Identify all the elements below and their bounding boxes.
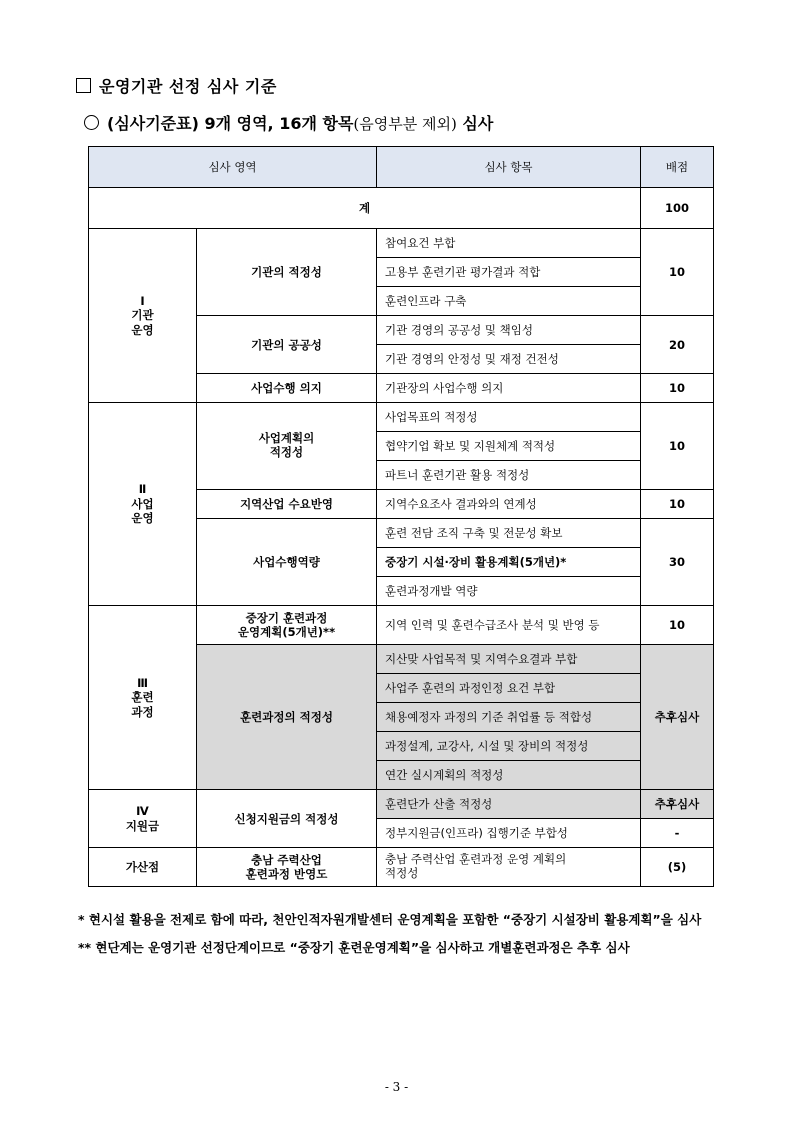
item-cell: 지산맞 사업목적 및 지역수요결과 부합 — [377, 645, 641, 674]
score-cell: 20 — [641, 316, 714, 374]
item-cell: 협약기업 확보 및 지원체계 적적성 — [377, 432, 641, 461]
subarea-cell: 훈련과정의 적정성 — [197, 645, 377, 790]
subarea-cell: 지역산업 수요반영 — [197, 490, 377, 519]
total-score: 100 — [641, 188, 714, 229]
sub-heading-note: (음영부분 제외) — [353, 115, 457, 133]
header-area: 심사 영역 — [89, 147, 377, 188]
item-cell: 기관 경영의 공공성 및 책임성 — [377, 316, 641, 345]
score-cell: (5) — [641, 848, 714, 887]
score-cell: 10 — [641, 490, 714, 519]
area-cell: Ⅱ 사업 운영 — [89, 403, 197, 606]
area-cell: Ⅰ 기관 운영 — [89, 229, 197, 403]
subarea-cell: 신청지원금의 적정성 — [197, 790, 377, 848]
header-row — [89, 147, 714, 188]
table-row — [89, 790, 714, 819]
table-row — [89, 229, 714, 258]
score-cell: 10 — [641, 229, 714, 316]
item-cell: 연간 실시계획의 적정성 — [377, 761, 641, 790]
area-cell: 가산점 — [89, 848, 197, 887]
subarea-cell: 중장기 훈련과정 운영계획(5개년)** — [197, 606, 377, 645]
table-row — [89, 848, 714, 887]
circle-bullet-icon — [84, 115, 99, 130]
item-cell: 충남 주력산업 훈련과정 운영 계획의 적정성 — [377, 848, 641, 887]
score-cell: 30 — [641, 519, 714, 606]
footnote-1: * 현시설 활용을 전제로 함에 따라, 천안인적자원개발센터 운영계획을 포함한 “중장기 시설장비 활용계획”을 심사 — [78, 912, 702, 927]
item-cell: 훈련단가 산출 적정성 — [377, 790, 641, 819]
item-cell: 정부지원금(인프라) 집행기준 부합성 — [377, 819, 641, 848]
footnote-2: ** 현단계는 운영기관 선정단계이므로 “중장기 훈련운영계획”을 심사하고 개별훈련과정은 추후 심사 — [78, 940, 630, 955]
checkbox-square-icon — [76, 78, 91, 93]
area-cell: Ⅲ 훈련 과정 — [89, 606, 197, 790]
subarea-cell: 기관의 공공성 — [197, 316, 377, 374]
score-cell: 10 — [641, 374, 714, 403]
item-cell: 훈련 전담 조직 구축 및 전문성 확보 — [377, 519, 641, 548]
item-cell: 기관 경영의 안정성 및 재정 건전성 — [377, 345, 641, 374]
item-cell: 파트너 훈련기관 활용 적정성 — [377, 461, 641, 490]
total-label: 계 — [89, 188, 641, 229]
subarea-cell: 사업수행 의지 — [197, 374, 377, 403]
item-cell: 채용예정자 과정의 기준 취업률 등 적합성 — [377, 703, 641, 732]
item-cell: 기관장의 사업수행 의지 — [377, 374, 641, 403]
subarea-cell: 사업계획의 적정성 — [197, 403, 377, 490]
subarea-cell: 기관의 적정성 — [197, 229, 377, 316]
subarea-cell: 충남 주력산업 훈련과정 반영도 — [197, 848, 377, 887]
subarea-cell: 사업수행역량 — [197, 519, 377, 606]
score-cell: 10 — [641, 606, 714, 645]
table-row — [89, 403, 714, 432]
page-number: - 3 - — [384, 1080, 409, 1094]
item-cell: 지역 인력 및 훈련수급조사 분석 및 반영 등 — [377, 606, 641, 645]
score-cell: 추후심사 — [641, 790, 714, 819]
item-cell: 고용부 훈련기관 평가결과 적합 — [377, 258, 641, 287]
item-cell: 사업목표의 적정성 — [377, 403, 641, 432]
score-cell: - — [641, 819, 714, 848]
area-cell: Ⅳ 지원금 — [89, 790, 197, 848]
header-item: 심사 항목 — [377, 147, 641, 188]
header-score: 배점 — [641, 147, 714, 188]
sub-heading-tail: 심사 — [456, 114, 494, 133]
score-cell: 추후심사 — [641, 645, 714, 790]
item-cell: 과정설계, 교강사, 시설 및 장비의 적정성 — [377, 732, 641, 761]
item-cell: 훈련과정개발 역량 — [377, 577, 641, 606]
section-heading — [76, 74, 277, 97]
score-cell: 10 — [641, 403, 714, 490]
item-cell: 참여요건 부합 — [377, 229, 641, 258]
sub-heading-main: (심사기준표) 9개 영역, 16개 항목 — [107, 114, 354, 133]
table-row — [89, 606, 714, 645]
item-cell: 지역수요조사 결과와의 연계성 — [377, 490, 641, 519]
item-cell: 중장기 시설·장비 활용계획(5개년)* — [377, 548, 641, 577]
sub-heading — [84, 111, 493, 134]
item-cell: 훈련인프라 구축 — [377, 287, 641, 316]
total-row — [89, 188, 714, 229]
item-cell: 사업주 훈련의 과정인정 요건 부합 — [377, 674, 641, 703]
criteria-table — [88, 146, 714, 887]
section-title: 운영기관 선정 심사 기준 — [99, 77, 277, 96]
